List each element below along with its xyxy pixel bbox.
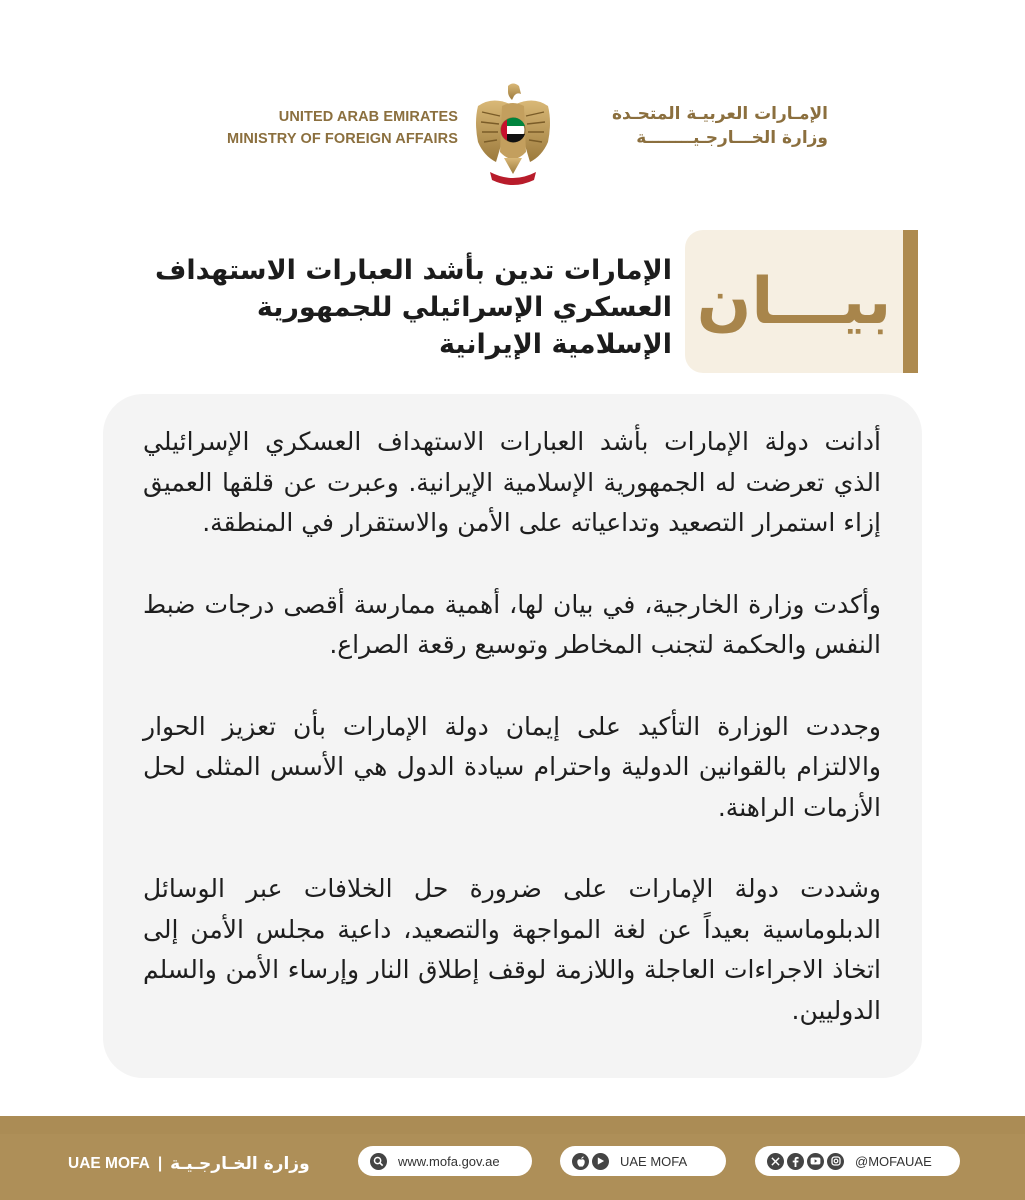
- country-name-english: UNITED ARAB EMIRATES: [278, 109, 458, 125]
- uae-falcon-emblem-icon: [472, 82, 554, 190]
- website-link[interactable]: [358, 1146, 532, 1176]
- statement-body: [143, 422, 881, 1072]
- footer-brand-english: UAE MOFA: [68, 1155, 150, 1172]
- footer-bar: [0, 1134, 1025, 1200]
- app-name: UAE MOFA: [620, 1153, 688, 1169]
- headline-line: العسكري الإسرائيلي للجمهورية: [256, 292, 672, 323]
- app-store-links[interactable]: [560, 1146, 726, 1176]
- headline-line: الإمارات تدين بأشد العبارات الاستهداف: [154, 255, 672, 286]
- statement-label-accent-bar: [903, 230, 918, 373]
- statement-label-box: [685, 230, 918, 373]
- body-paragraph: وجددت الوزارة التأكيد على إيمان دولة الإمارات بأن تعزيز الحوار والالتزام بالقوانين الدولية واحترام سيادة الدول هي الأسس المثلى لحل الأزمات الراهنة.: [143, 711, 881, 822]
- apple-icon[interactable]: [572, 1153, 589, 1170]
- country-name-arabic: الإمـارات العربيـة المتحـدة: [611, 104, 828, 124]
- footer-brand: [68, 1152, 310, 1176]
- instagram-icon[interactable]: [827, 1153, 844, 1170]
- statement-body-card: [103, 394, 922, 1078]
- ministry-name-arabic-line: وزارة الخـــارجـيــــــــة: [636, 128, 828, 148]
- search-icon: [370, 1153, 387, 1170]
- facebook-icon[interactable]: [787, 1153, 804, 1170]
- statement-label: بيـــان: [696, 264, 892, 339]
- x-icon[interactable]: [767, 1153, 784, 1170]
- ministry-name-english-line: MINISTRY OF FOREIGN AFFAIRS: [227, 131, 458, 147]
- footer-accent-strip: [0, 1116, 1025, 1134]
- footer-brand-arabic: وزارة الخـارجـيـة: [170, 1154, 310, 1174]
- ministry-header: [0, 82, 1025, 192]
- footer-brand-separator: |: [157, 1155, 163, 1172]
- body-paragraph: وأكدت وزارة الخارجية، في بيان لها، أهمية ممارسة أقصى درجات ضبط النفس والحكمة لتجنب المخاطر وتوسيع رقعة الصراع.: [143, 589, 881, 659]
- statement-headline: [120, 252, 672, 363]
- youtube-icon[interactable]: [807, 1153, 824, 1170]
- social-handle: @MOFAUAE: [855, 1153, 932, 1169]
- body-paragraph: أدانت دولة الإمارات بأشد العبارات الاستهداف العسكري الإسرائيلي الذي تعرضت له الجمهورية الإسلامية الإيرانية. وعبرت عن قلقها العميق إزاء استمرار التصعيد وتداعياته على الأمن والاستقرار في المنطقة.: [143, 427, 881, 537]
- body-paragraph: وشددت دولة الإمارات على ضرورة حل الخلافات عبر الوسائل الدبلوماسية بعيداً عن لغة المواجهة والتصعيد، داعية مجلس الأمن إلى اتخاذ الاجراءات العاجلة واللازمة لوقف إطلاق النار وإرساء الأمن والسلم الدوليين.: [143, 874, 881, 1025]
- ministry-name-arabic: [568, 102, 828, 150]
- headline-line: الإسلامية الإيرانية: [438, 329, 672, 360]
- google-play-icon[interactable]: [592, 1153, 609, 1170]
- website-url: www.mofa.gov.ae: [398, 1153, 500, 1169]
- ministry-name-english: [203, 106, 458, 150]
- social-media-links[interactable]: [755, 1146, 960, 1176]
